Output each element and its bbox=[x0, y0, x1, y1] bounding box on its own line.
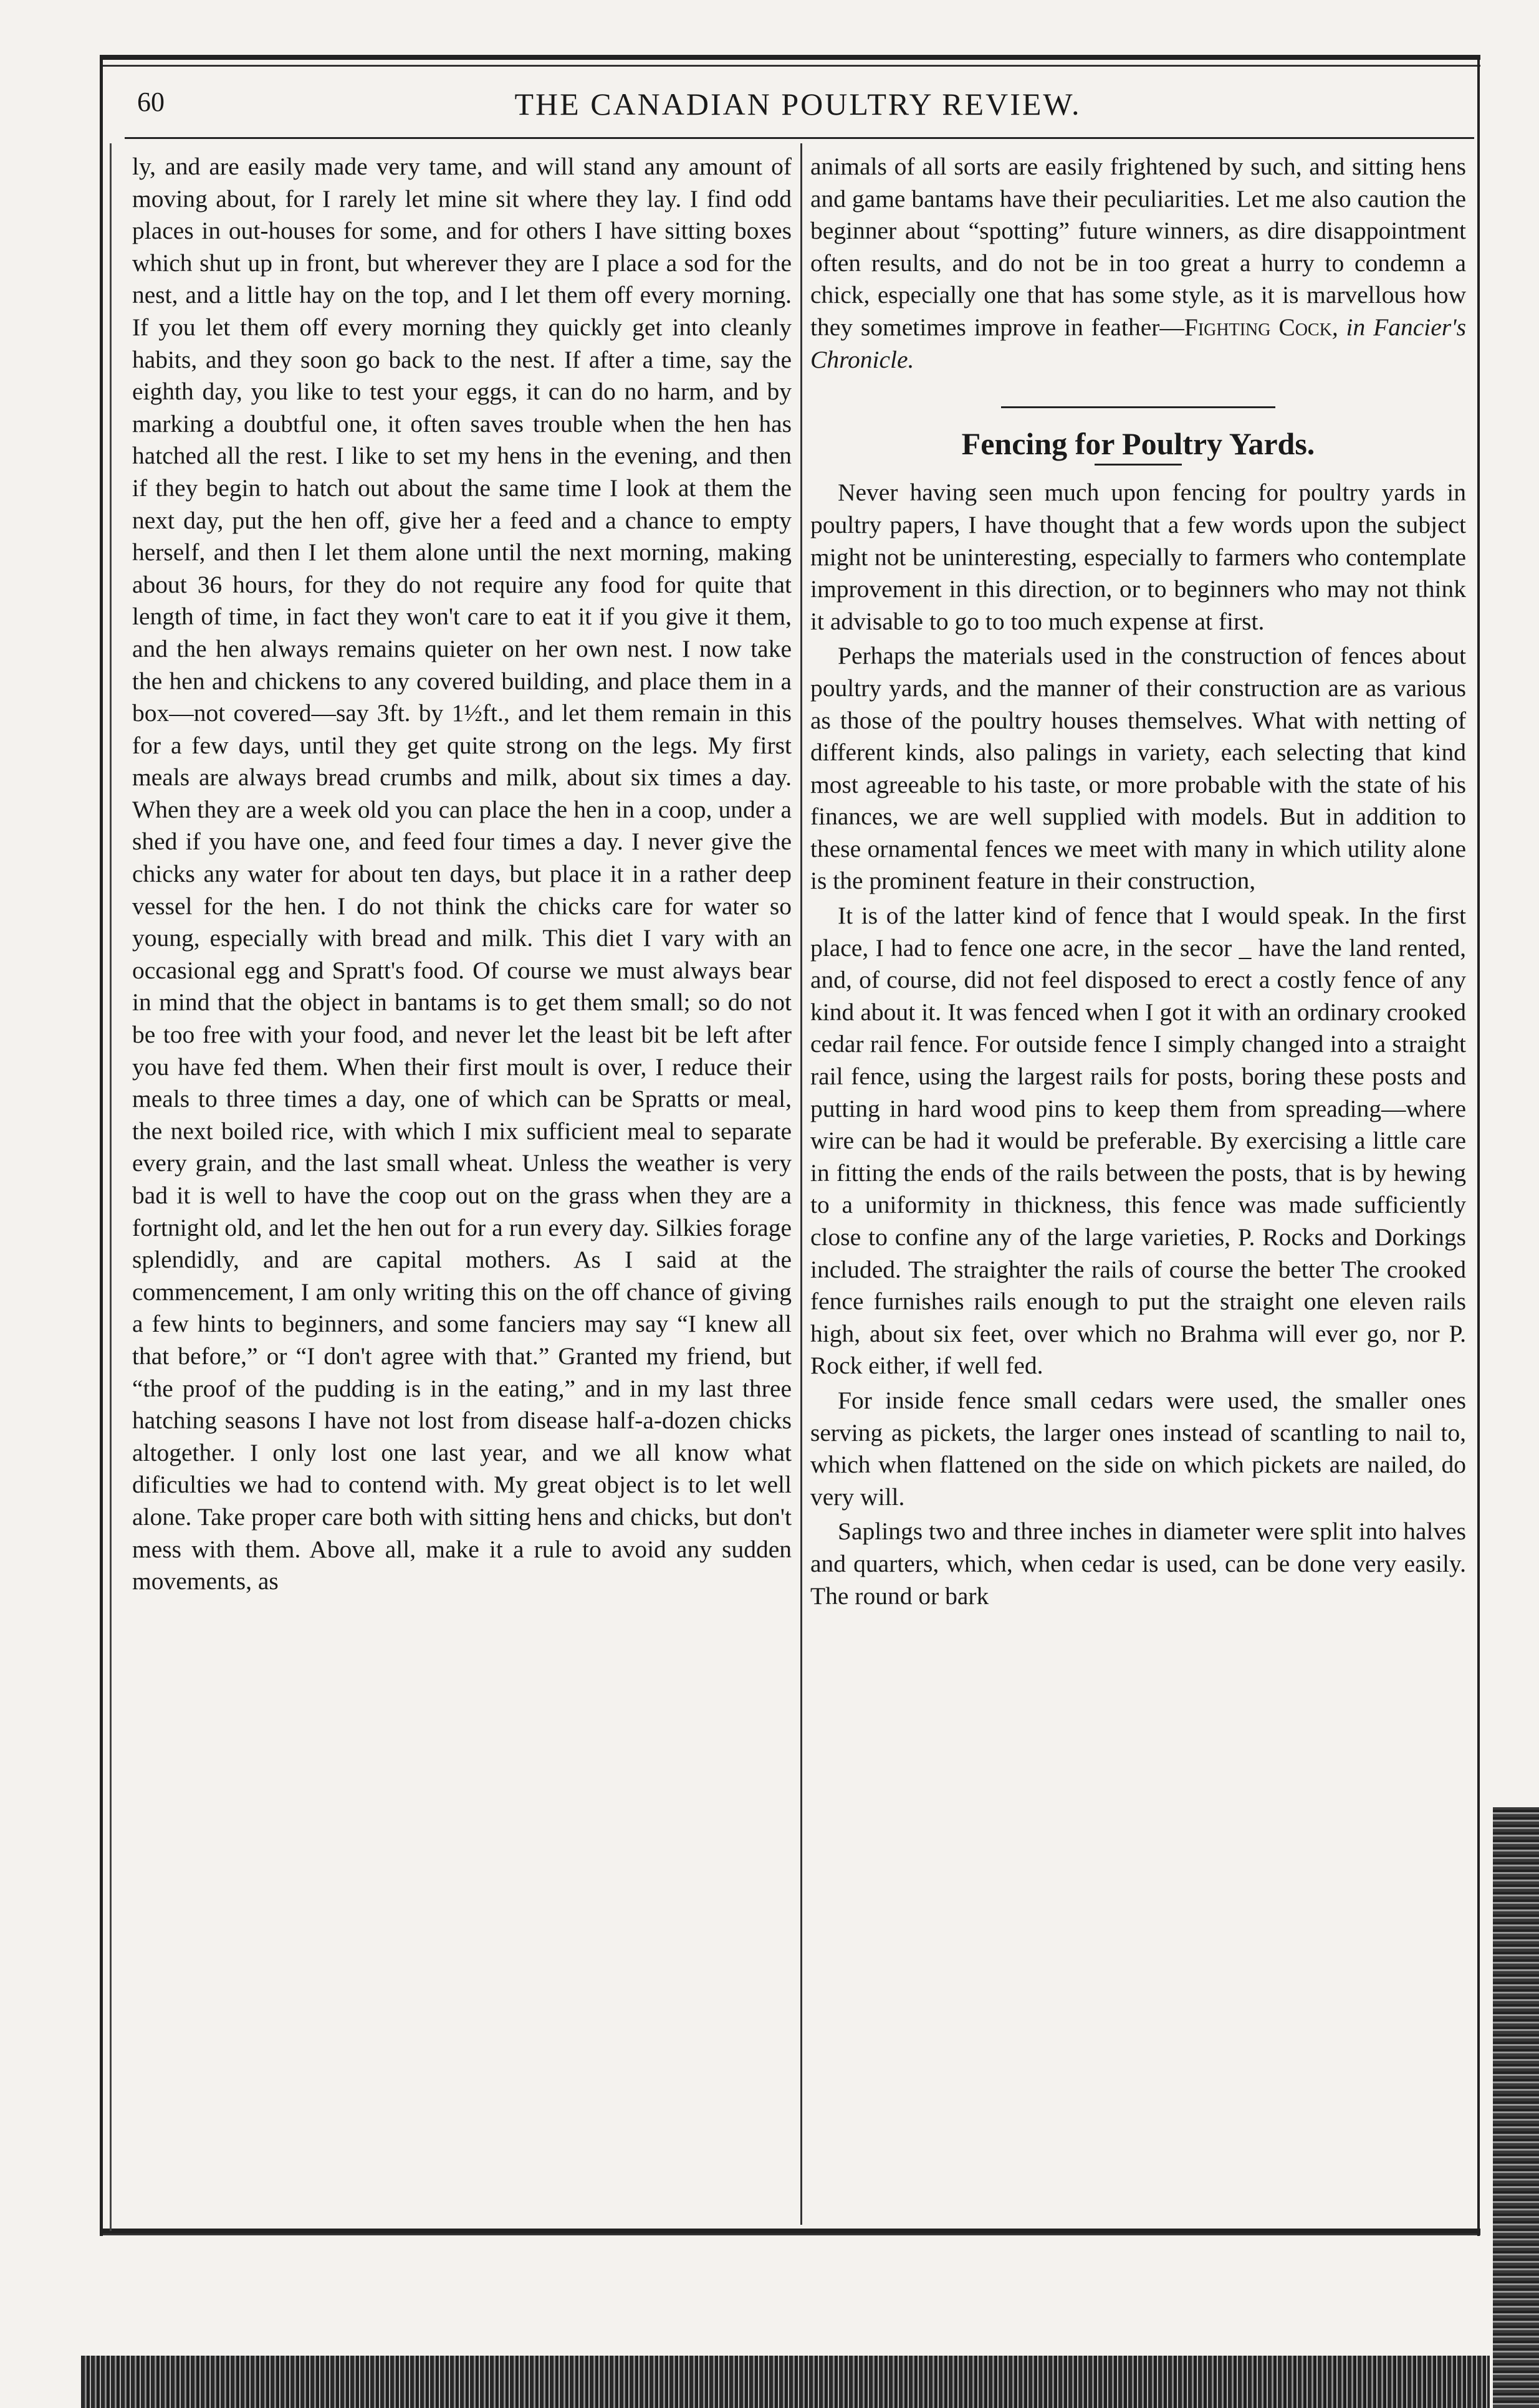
scan-edge-right bbox=[1493, 1807, 1539, 2408]
left-column bbox=[132, 151, 792, 2214]
bottom-rule bbox=[100, 2234, 1480, 2235]
article-paragraph: Never having seen much upon fencing for poultry yards in poultry papers, I have thought that a few words upon the subject might not be uninteresting, especially to farmers who contemplate improvement in this direction, or to beginners who may not think it advisable to go to too much expense at first. bbox=[810, 479, 1466, 635]
continuation-text: animals of all sorts are easily frightened by such, and sitting hens and game bantams have their peculiarities. Let me also caution the beginner about “spotting” future winners, as dire disappointment often results, and do not be in too great a hurry to condemn a chick, especially one that has some style, as it is marvellous how they sometimes improve in feather— bbox=[810, 153, 1466, 341]
title-rule bbox=[1095, 464, 1182, 466]
page-header bbox=[125, 86, 1471, 136]
left-inner-rule bbox=[110, 143, 112, 2231]
signature-name: Fighting Cock bbox=[1184, 313, 1332, 341]
signature-source: , in Fancier's Chronicle. bbox=[810, 313, 1466, 373]
header-rule bbox=[125, 137, 1474, 139]
right-margin-rule bbox=[1477, 55, 1480, 2236]
top-rule bbox=[100, 65, 1480, 67]
article-paragraph: It is of the latter kind of fence that I would speak. In the first place, I had to fence one acre, in the secor _ have the land rented, and, of course, did not feel disposed to erect a costly fence of any kind about it. It was fenced when I got it with an ordinary crooked cedar rail fence. For outside fence I simply changed into a straight rail fence, using the largest rails for posts, boring these posts and putting in hard wood pins to keep them from spreading—where wire can be had it would be preferable. By exercising a little care in fitting the ends of the rails between the posts, that is by hewing to a uniformity in thickness, this fence was made sufficiently close to confine any of the large varieties, P. Rocks and Dorkings included. The straighter the rails of course the better The crooked fence furnishes rails enough to put the straight one eleven rails high, about six feet, over which no Brahma will ever go, nor P. Rock either, if well fed. bbox=[810, 902, 1466, 1380]
column-divider bbox=[800, 143, 802, 2225]
left-margin-rule bbox=[100, 55, 103, 2236]
ornament-rule bbox=[1001, 406, 1275, 408]
journal-title: THE CANADIAN POULTRY REVIEW. bbox=[514, 87, 1081, 122]
continuation-paragraph bbox=[810, 151, 1466, 376]
left-column-text: ly, and are easily made very tame, and will stand any amount of moving about, for I rarely let mine sit where they lay. I find odd places in out-houses for some, and for others I have sitting boxes which shut up in front, but wherever they are I place a sod for the nest, and a little hay on the top, and I let them off every morning. If you let them off every morning they quickly get into cleanly habits, and they soon go back to the nest. If after a time, say the eighth day, you like to test your eggs, it can do no harm, and by marking a doubtful one, it often saves trouble when the hen has hatched all the rest. I like to set my hens in the evening, and then if they begin to hatch out about the same time I look at them the next day, put the hen off, give her a feed and a chance to empty herself, and then I let them alone until the next morning, making about 36 hours, for they do not require any food for quite that length of time, in fact they won't care to eat it if you give it them, and the hen always remains quieter on her own nest. I now take the hen and chickens to any covered building, and place them in a box—not covered—say 3ft. by 1½ft., and let them remain in this for a few days, until they get quite strong on the legs. My first meals are always bread crumbs and milk, about six times a day. When they are a week old you can place the hen in a coop, under a shed if you have one, and feed four times a day. I never give the chicks any water for about ten days, but place it in a rather deep vessel for the hen. I do not think the chicks care for water so young, especially with bread and milk. This diet I vary with an occasional egg and Spratt's food. Of course we must always bear in mind that the object in bantams is to get them small; so do not be too free with your food, and never let the least bit be left after you have fed them. When their first moult is over, I reduce their meals to three times a day, one of which can be Spratts or meal, the next boiled rice, with which I mix sufficient meal to separate every grain, and the last small wheat. Unless the weather is very bad it is well to have the coop out on the grass when they are a fortnight old, and let the hen out for a run every day. Silkies forage splendidly, and are capital mothers. As I said at the commencement, I am only writing this on the off chance of giving a few hints to beginners, and some fanciers may say “I knew all that before,” or “I don't agree with that.” Granted my friend, but “the proof of the pudding is in the eating,” and in my last three hatching seasons I have not lost from disease half-a-dozen chicks altogether. I only lost one last year, and we all know what dificulties we had to contend with. My great object is to let well alone. Take proper care both with sitting hens and chicks, but don't mess with them. Above all, make it a rule to avoid any sudden movements, as bbox=[132, 153, 792, 1595]
article-paragraph: Perhaps the materials used in the construction of fences about poultry yards, and the manner of their construction are as various as those of the poultry houses themselves. What with netting of different kinds, also palings in variety, each selecting that kind most agreeable to his taste, or more probable with the state of his finances, we are well supplied with models. But in addition to these ornamental fences we meet with many in which utility alone is the prominent feature in their construction, bbox=[810, 642, 1466, 895]
article-title: Fencing for Poultry Yards. bbox=[961, 426, 1315, 461]
article-paragraph: For inside fence small cedars were used, the smaller ones serving as pickets, the larger ones instead of scantling to nail to, which when flattened on the side on which pickets are nailed, do very will. bbox=[810, 1386, 1466, 1511]
scan-edge-bottom bbox=[81, 2356, 1490, 2408]
article-paragraph: Saplings two and three inches in diameter were split into halves and quarters, which, when cedar is used, can be done very easily. The round or bark bbox=[810, 1517, 1466, 1610]
right-column bbox=[810, 151, 1466, 2214]
page-number: 60 bbox=[137, 87, 165, 117]
section-ornament bbox=[810, 389, 1466, 422]
